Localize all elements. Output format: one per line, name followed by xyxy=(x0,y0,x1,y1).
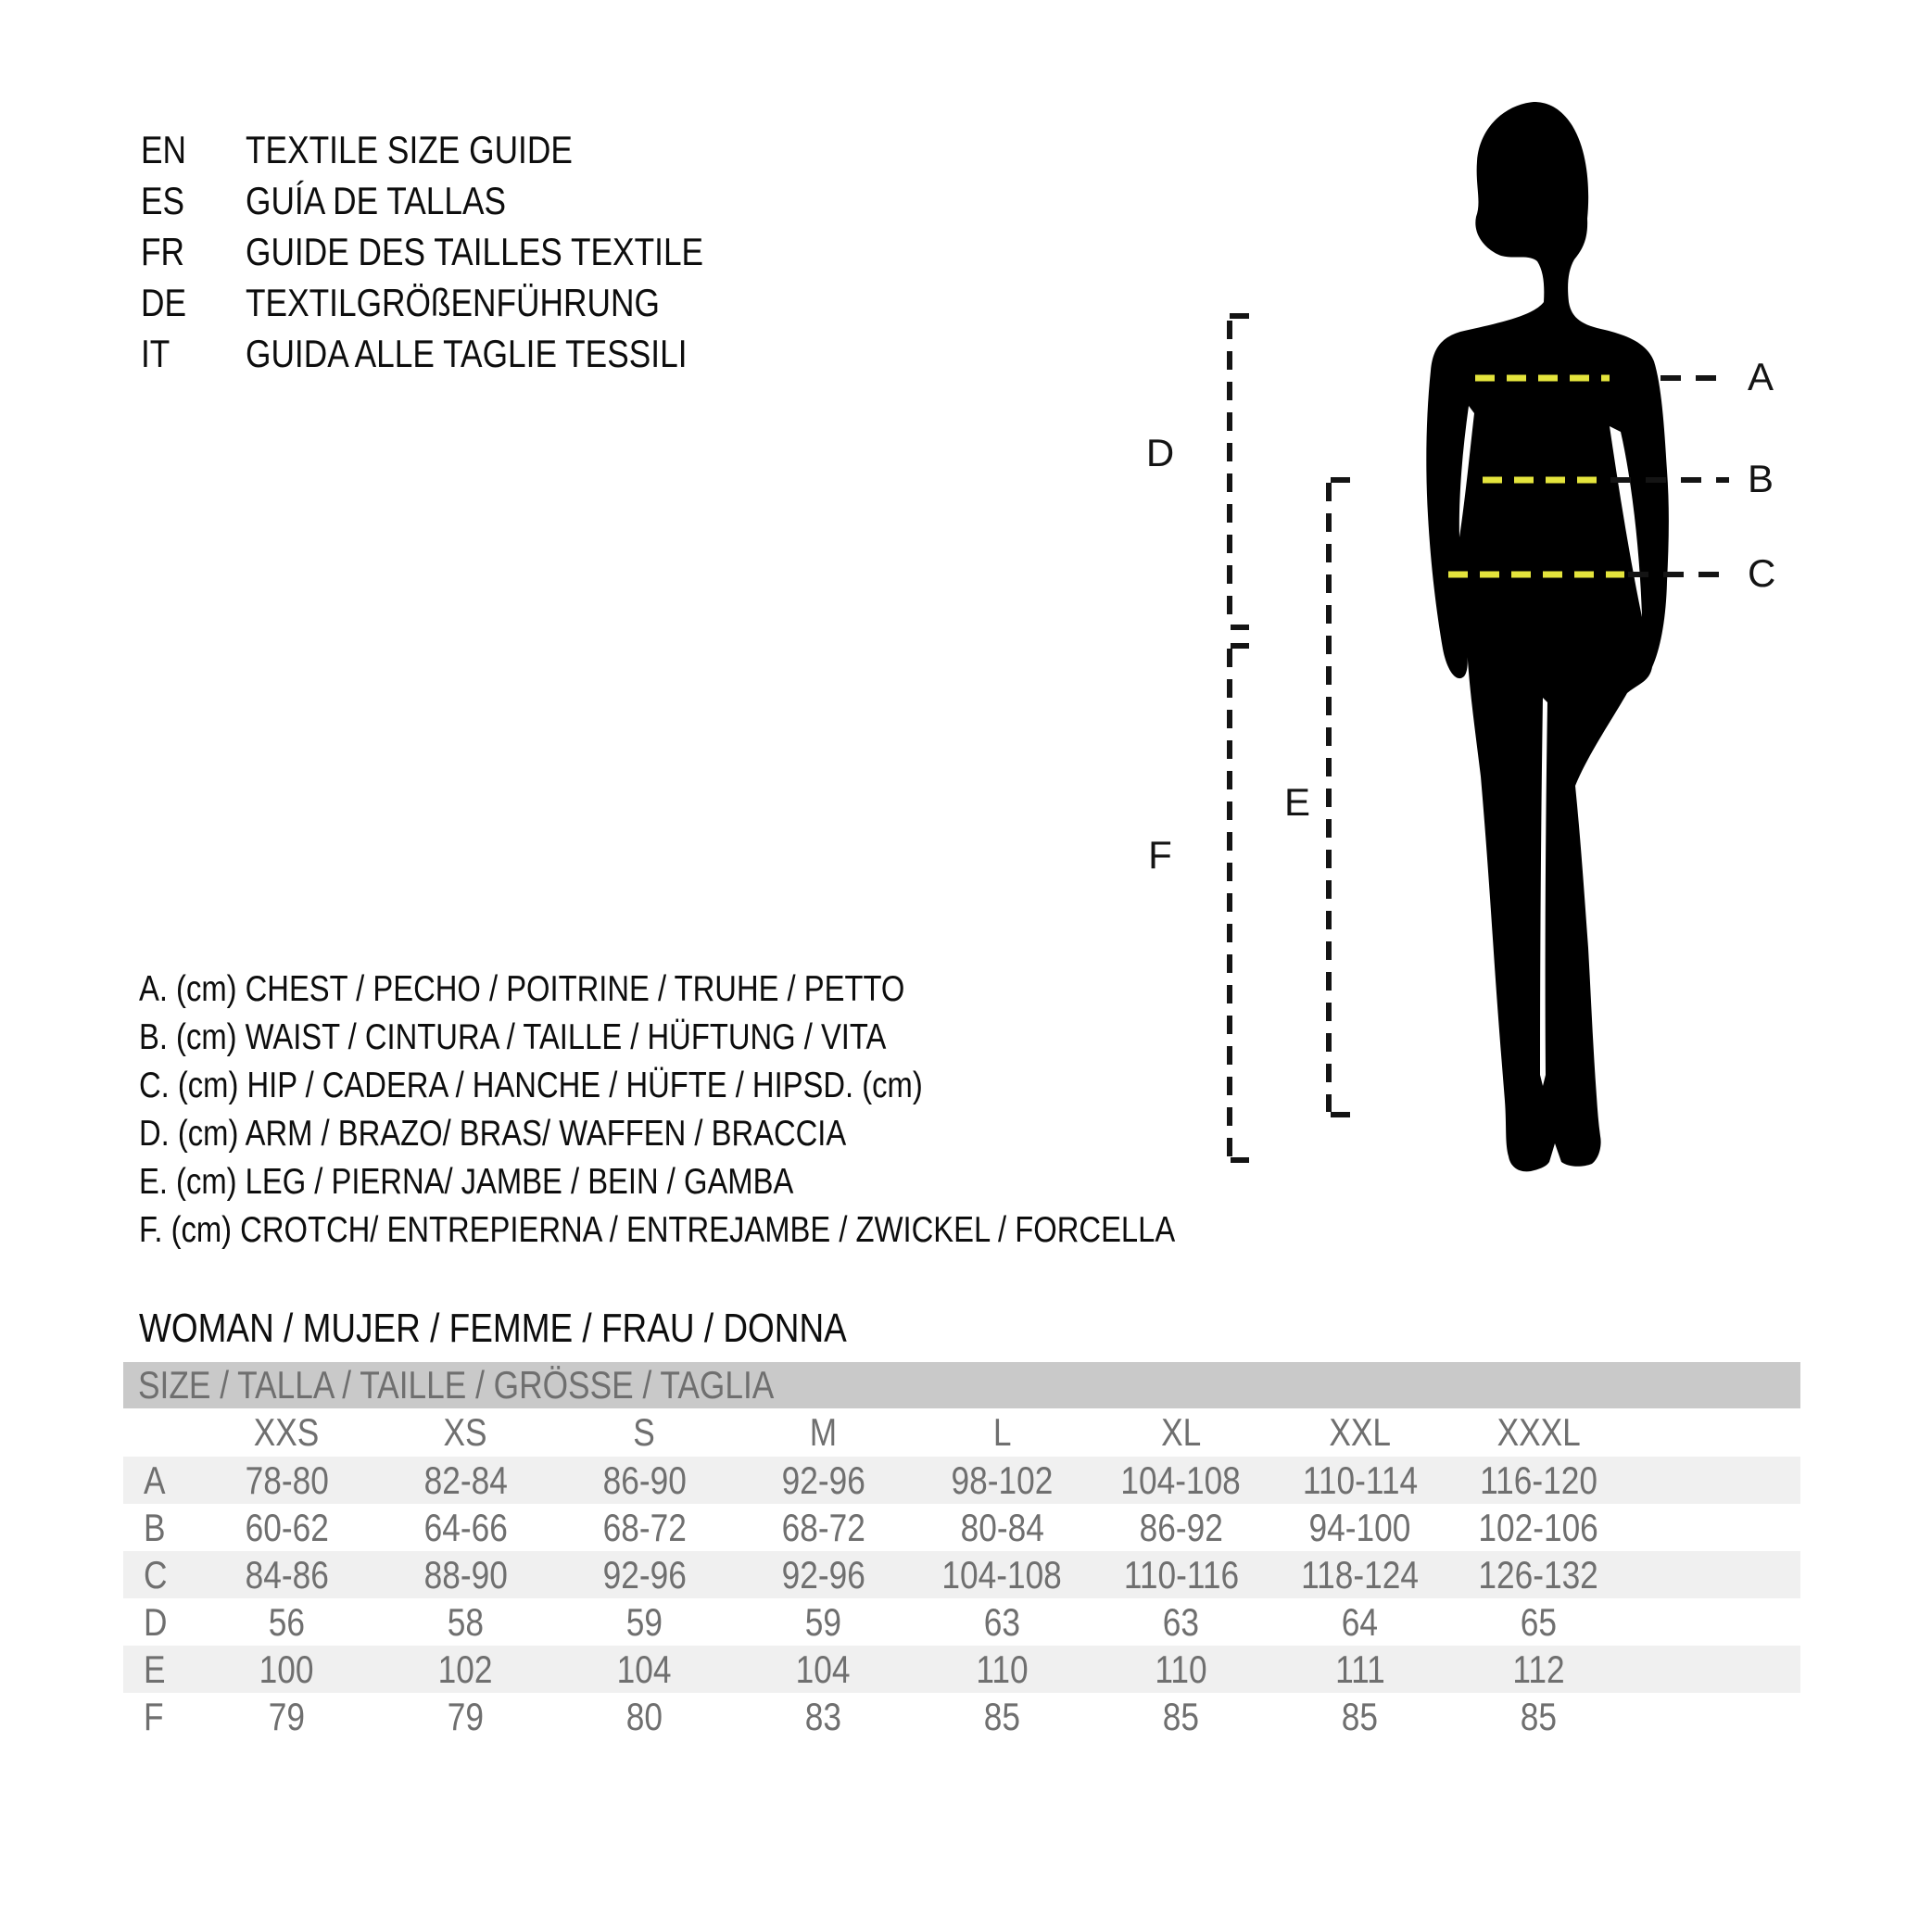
column-header-m: M xyxy=(809,1410,838,1454)
legend-line-d: D. (cm) ARM / BRAZO/ BRAS/ WAFFEN / BRACCIA xyxy=(139,1114,847,1154)
table-row-c: C 84-86 88-90 92-96 92-96 104-108 110-116 118-124 126-132 xyxy=(123,1551,1800,1598)
row-label: B xyxy=(144,1505,166,1549)
filler-cell xyxy=(1628,1551,1800,1598)
language-code: EN xyxy=(141,127,187,171)
column-header-l: L xyxy=(992,1410,1012,1454)
column-header-s: S xyxy=(633,1410,656,1454)
language-row-fr xyxy=(141,226,790,277)
row-label: F xyxy=(144,1694,164,1738)
gender-heading: WOMAN / MUJER / FEMME / FRAU / DONNA xyxy=(139,1306,847,1351)
language-row-it xyxy=(141,328,790,379)
row-label: C xyxy=(144,1552,168,1597)
legend-line-b: B. (cm) WAIST / CINTURA / TAILLE / HÜFTUNG / VITA xyxy=(139,1017,887,1057)
table-row-b: B 60-62 64-66 68-72 68-72 80-84 86-92 94-100 102-106 xyxy=(123,1504,1800,1551)
column-header-xl: XL xyxy=(1160,1410,1202,1454)
filler-cell xyxy=(1628,1504,1800,1551)
legend-line-e: E. (cm) LEG / PIERNA/ JAMBE / BEIN / GAMBA xyxy=(139,1162,794,1202)
marker-label-b: B xyxy=(1748,457,1774,501)
language-title: GUÍA DE TALLAS xyxy=(246,178,507,222)
marker-label-f: F xyxy=(1148,833,1172,877)
size-table-header-banner xyxy=(123,1362,1800,1408)
table-row-a: A 78-80 82-84 86-90 92-96 98-102 104-108 110-114 116-120 xyxy=(123,1457,1800,1504)
size-table-title: SIZE / TALLA / TAILLE / GRÖSSE / TAGLIA xyxy=(138,1363,775,1407)
language-code: ES xyxy=(141,178,185,222)
language-title: GUIDA ALLE TAGLIE TESSILI xyxy=(246,331,688,375)
table-row-e: E 100 102 104 104 110 110 111 112 xyxy=(123,1646,1800,1693)
language-row-es xyxy=(141,175,790,226)
language-title: TEXTILGRÖßENFÜHRUNG xyxy=(246,280,660,324)
table-row-d: D 56 58 59 59 63 63 64 65 xyxy=(123,1598,1800,1646)
column-header-xxl: XXL xyxy=(1329,1410,1391,1454)
row-label: D xyxy=(144,1599,168,1644)
language-code: DE xyxy=(141,280,187,324)
language-row-de xyxy=(141,277,790,328)
column-header-xxxl: XXXL xyxy=(1496,1410,1581,1454)
language-code: IT xyxy=(141,331,170,375)
marker-label-c: C xyxy=(1748,551,1776,596)
marker-label-d: D xyxy=(1145,431,1175,475)
filler-cell xyxy=(1628,1693,1800,1740)
column-header-xxs: XXS xyxy=(254,1410,320,1454)
language-title-block xyxy=(141,124,790,379)
table-row-f: F 79 79 80 83 85 85 85 85 xyxy=(123,1693,1800,1740)
legend-line-a: A. (cm) CHEST / PECHO / POITRINE / TRUHE / PETTO xyxy=(139,969,905,1009)
corner-cell xyxy=(123,1408,197,1457)
row-label: A xyxy=(144,1458,166,1502)
filler-cell xyxy=(1628,1598,1800,1646)
marker-label-e: E xyxy=(1283,780,1311,825)
column-header-xs: XS xyxy=(443,1410,488,1454)
filler-cell xyxy=(1628,1408,1800,1457)
filler-cell xyxy=(1628,1646,1800,1693)
language-title: TEXTILE SIZE GUIDE xyxy=(246,127,573,171)
language-row-en xyxy=(141,124,790,175)
size-table xyxy=(123,1362,1800,1740)
language-title: GUIDE DES TAILLES TEXTILE xyxy=(246,229,704,273)
legend-line-f: F. (cm) CROTCH/ ENTREPIERNA / ENTREJAMBE / ZWICKEL / FORCELLA xyxy=(139,1210,1176,1250)
legend-line-c: C. (cm) HIP / CADERA / HANCHE / HÜFTE / HIPSD. (cm) xyxy=(139,1066,923,1105)
measurement-legend xyxy=(139,966,1372,1255)
woman-silhouette xyxy=(1416,100,1675,1175)
size-column-header-row xyxy=(123,1408,1800,1457)
language-code: FR xyxy=(141,229,185,273)
row-label: E xyxy=(144,1647,166,1691)
marker-label-a: A xyxy=(1748,355,1774,399)
filler-cell xyxy=(1628,1457,1800,1504)
